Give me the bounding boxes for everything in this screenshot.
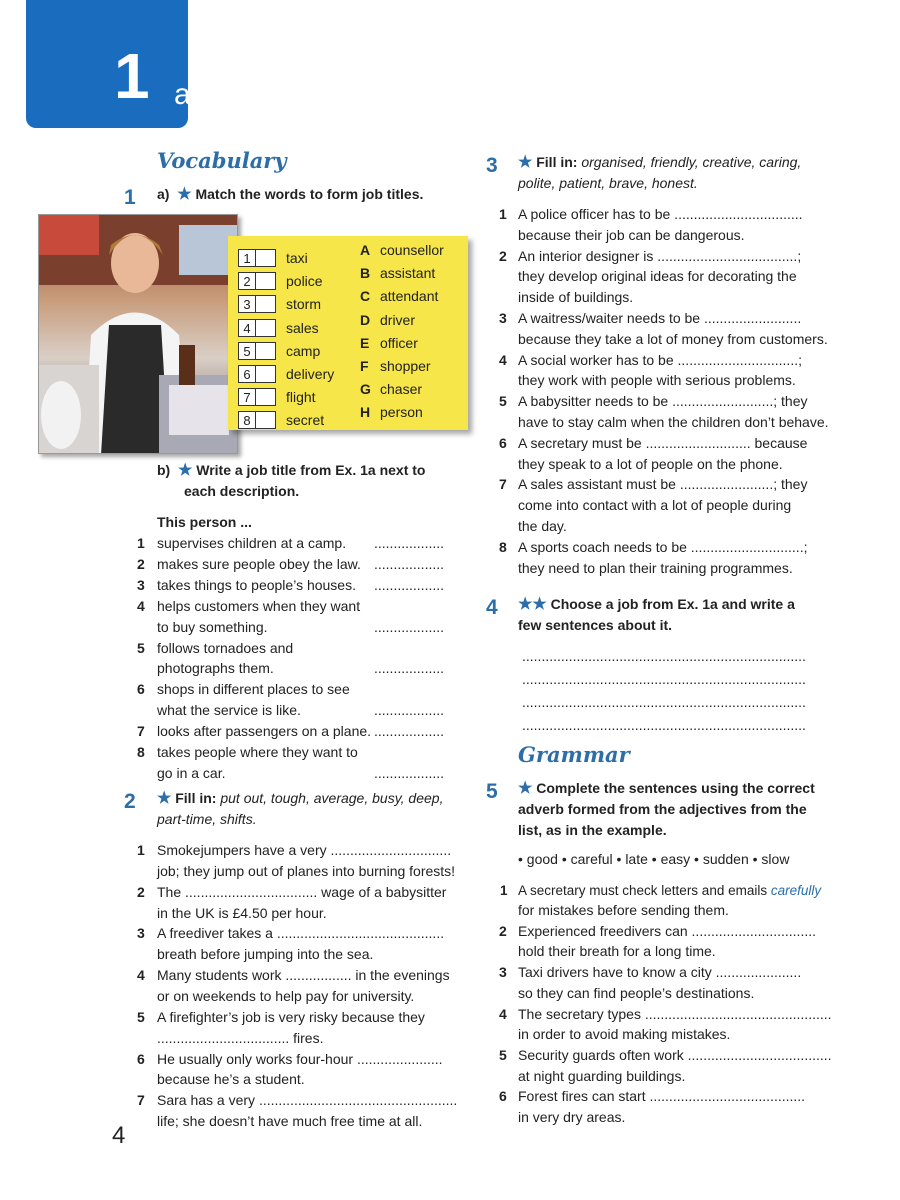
item-number: 6 <box>137 1050 145 1067</box>
exercise-5-number: 5 <box>486 780 498 803</box>
answer-blank[interactable]: .................. <box>374 576 445 593</box>
match-number: 7 <box>238 388 256 406</box>
match-left-word: sales <box>286 319 319 336</box>
item-number: 4 <box>137 597 145 614</box>
item-text: A freediver takes a ........................................... <box>157 925 445 942</box>
match-right-word: counsellor <box>380 242 444 258</box>
item-text: He usually only works four-hour ...................... <box>157 1050 443 1067</box>
item-text: photographs them. <box>157 660 274 677</box>
item-text: job; they jump out of planes into burning forests! <box>157 862 456 879</box>
item-text: the day. <box>518 518 567 534</box>
item-number: 1 <box>137 842 145 858</box>
item-text: .................................. fires. <box>157 1029 324 1046</box>
writing-line[interactable]: ......................................................................... <box>522 671 806 687</box>
match-letter: F <box>360 358 369 374</box>
item-text: A police officer has to be ................................. <box>518 206 803 222</box>
item-number: 4 <box>499 1005 507 1022</box>
item-text: Security guards often work ..................................... <box>518 1046 832 1063</box>
writing-line[interactable]: ......................................................................... <box>522 648 806 664</box>
item-text: because he’s a student. <box>157 1071 305 1088</box>
match-number: 8 <box>238 411 256 429</box>
writing-line[interactable]: ......................................................................... <box>522 717 806 733</box>
answer-blank[interactable]: .................. <box>374 702 445 719</box>
match-right-word: assistant <box>380 265 436 282</box>
item-number: 2 <box>137 555 145 572</box>
exercise-4-text-2: few sentences about it. <box>518 617 673 633</box>
match-letter: G <box>360 381 371 398</box>
match-right-word: officer <box>380 334 418 351</box>
match-right-word: person <box>380 404 423 421</box>
match-row <box>238 404 463 430</box>
match-number: 2 <box>238 272 256 290</box>
unit-tab <box>26 0 191 128</box>
adjective-list: • good • careful • late • easy • sudden • slow <box>518 851 790 867</box>
item-number: 4 <box>499 351 507 368</box>
item-text: looks after passengers on a plane. <box>157 723 372 740</box>
item-text: makes sure people obey the law. <box>157 555 361 572</box>
item-text: so they can find people’s destinations. <box>518 984 755 1001</box>
match-left-word: storm <box>286 296 321 313</box>
item-text: A sales assistant must be ........................; they <box>518 476 808 493</box>
exercise-1b-label: b) <box>157 462 171 478</box>
item-number: 4 <box>137 967 145 984</box>
star-icon: ★ <box>177 186 192 203</box>
exercise-4-text-1: Choose a job from Ex. 1a and write a <box>550 596 795 612</box>
match-left-word: camp <box>286 342 321 359</box>
page-number: 4 <box>112 1122 126 1149</box>
match-right-word: attendant <box>380 288 439 305</box>
item-text: what the service is like. <box>157 702 301 719</box>
match-number: 5 <box>238 342 256 360</box>
item-text: The secretary types ................................................ <box>518 1005 832 1022</box>
item-text: they develop original ideas for decorating the <box>518 268 797 285</box>
exercise-3-words-1: organised, friendly, creative, caring, <box>581 154 802 170</box>
item-text: in very dry areas. <box>518 1109 626 1125</box>
exercise-1a-label: a) <box>157 186 170 202</box>
item-text: come into contact with a lot of people during <box>518 497 792 514</box>
match-left-word: taxi <box>286 250 308 266</box>
exercise-1a-instruction <box>157 184 423 205</box>
match-left-word: police <box>286 273 323 290</box>
match-left-word: delivery <box>286 366 335 382</box>
item-number: 5 <box>137 1008 145 1025</box>
item-text: A babysitter needs to be ..........................; they <box>518 393 808 410</box>
match-words-box <box>228 236 468 430</box>
item-text: Experienced freedivers can ................................ <box>518 922 817 939</box>
answer-box[interactable] <box>256 249 276 267</box>
item-number: 6 <box>137 681 145 698</box>
item-number: 6 <box>499 434 507 451</box>
exercise-4-number: 4 <box>486 596 498 619</box>
answer-box[interactable] <box>256 411 276 429</box>
exercise-5-instruction <box>518 778 815 799</box>
answer-box[interactable] <box>256 388 276 406</box>
match-number: 1 <box>238 249 256 267</box>
item-text: follows tornadoes and <box>157 639 294 656</box>
exercise-5-example <box>500 880 822 901</box>
answer-blank[interactable]: .................. <box>374 723 445 740</box>
item-text: helps customers when they want <box>157 597 361 614</box>
item-text: Many students work ................. in the evenings <box>157 967 450 984</box>
item-number: 5 <box>137 639 145 656</box>
exercise-2-words-2-text: part-time, shifts. <box>157 811 257 827</box>
item-number: 3 <box>499 310 507 326</box>
item-text: because their job can be dangerous. <box>518 226 745 243</box>
match-row <box>238 358 463 384</box>
item-text: takes things to people’s houses. <box>157 576 356 593</box>
answer-blank[interactable]: .................. <box>374 660 445 677</box>
exercise-1a-text: Match the words to form job titles. <box>195 186 424 202</box>
match-number: 3 <box>238 295 256 313</box>
cashier-photo <box>38 214 238 454</box>
match-number: 6 <box>238 365 256 383</box>
example-text: A secretary must check letters and emails <box>518 883 771 898</box>
fill-in-label: Fill in: <box>175 790 217 806</box>
item-text: have to stay calm when the children don’t behave. <box>518 414 829 430</box>
item-number: 7 <box>137 723 145 740</box>
item-text: Smokejumpers have a very ............................... <box>157 842 452 858</box>
item-text: Taxi drivers have to know a city ...................... <box>518 964 802 981</box>
vocabulary-heading: Vocabulary <box>157 148 287 173</box>
exercise-1b-text-1: Write a job title from Ex. 1a next to <box>196 462 426 478</box>
answer-box[interactable] <box>256 365 276 383</box>
star-icon: ★ <box>518 780 533 797</box>
answer-blank[interactable]: .................. <box>374 618 445 635</box>
match-number: 4 <box>238 319 256 337</box>
exercise-5-text-3: list, as in the example. <box>518 822 667 838</box>
item-number: 8 <box>499 538 507 555</box>
match-right-word: chaser <box>380 381 423 398</box>
match-letter: A <box>360 242 371 258</box>
item-text: in the UK is £4.50 per hour. <box>157 904 327 921</box>
match-row <box>238 288 463 314</box>
exercise-3-words-2 <box>518 173 698 194</box>
fill-in-label: Fill in: <box>536 154 578 170</box>
exercise-4-instruction <box>518 594 795 615</box>
exercise-2-instruction <box>157 788 443 809</box>
match-letter: C <box>360 288 371 305</box>
item-text: or on weekends to help pay for university. <box>157 987 415 1004</box>
item-number: 2 <box>499 922 507 939</box>
item-text: at night guarding buildings. <box>518 1067 686 1084</box>
exercise-5-text-1: Complete the sentences using the correct <box>536 780 815 796</box>
item-text: A sports coach needs to be .............................; <box>518 538 808 555</box>
item-text: to buy something. <box>157 618 268 635</box>
item-text: they work with people with serious problems. <box>518 372 796 389</box>
item-number: 8 <box>137 744 145 760</box>
item-number: 3 <box>137 576 145 593</box>
unit-number: 1 <box>114 40 148 112</box>
item-number: 7 <box>137 1092 145 1109</box>
item-text: Forest fires can start ........................................ <box>518 1088 806 1105</box>
answer-blank[interactable]: .................. <box>374 555 445 572</box>
exercise-3-number: 3 <box>486 154 498 177</box>
match-letter: H <box>360 404 371 421</box>
item-number: 2 <box>499 247 507 264</box>
item-text: they need to plan their training programmes. <box>518 559 793 576</box>
item-text: A firefighter’s job is very risky because they <box>157 1008 425 1025</box>
exercise-5-text-2: adverb formed from the adjectives from the <box>518 801 807 817</box>
star-icon: ★ <box>178 462 193 479</box>
item-text: The .................................. wage of a babysitter <box>157 883 447 900</box>
item-text: A secretary must be ........................... because <box>518 434 808 451</box>
item-text: shops in different places to see <box>157 681 350 698</box>
star-icon: ★★ <box>518 596 547 613</box>
answer-blank[interactable]: .................. <box>374 764 445 781</box>
item-number: 5 <box>499 1046 507 1063</box>
example-answer: carefully <box>770 883 822 898</box>
exercise-2-words-2 <box>157 809 257 830</box>
item-number: 1 <box>499 206 507 222</box>
answer-box[interactable] <box>256 342 276 360</box>
item-text: supervises children at a camp. <box>157 535 347 551</box>
exercise-3-instruction <box>518 152 801 173</box>
item-text: takes people where they want to <box>157 744 358 760</box>
exercise-1b-instruction <box>157 460 425 481</box>
item-text: they speak to a lot of people on the phone. <box>518 455 783 472</box>
item-text: in order to avoid making mistakes. <box>518 1026 731 1043</box>
item-text: Sara has a very ................................................... <box>157 1092 458 1109</box>
exercise-5-example-number: 1 <box>500 883 508 898</box>
answer-box[interactable] <box>256 295 276 313</box>
item-number: 2 <box>137 883 145 900</box>
item-text: for mistakes before sending them. <box>518 902 729 918</box>
match-letter: B <box>360 265 371 282</box>
item-text: inside of buildings. <box>518 289 634 306</box>
writing-line[interactable]: ......................................................................... <box>522 694 806 710</box>
answer-box[interactable] <box>256 319 276 337</box>
item-number: 3 <box>137 925 145 942</box>
exercise-1b-text-2: each description. <box>184 483 300 499</box>
match-row <box>238 381 463 407</box>
exercise-1-number: 1 <box>124 186 136 209</box>
star-icon: ★ <box>157 790 172 807</box>
item-text: hold their breath for a long time. <box>518 943 716 960</box>
item-number: 3 <box>499 964 507 981</box>
exercise-3-words-2-text: polite, patient, brave, honest. <box>518 175 698 191</box>
item-number: 5 <box>499 393 507 410</box>
match-letter: E <box>360 334 370 351</box>
star-icon: ★ <box>518 154 533 171</box>
item-text: go in a car. <box>157 764 226 781</box>
item-number: 1 <box>137 535 145 551</box>
match-row <box>238 311 463 338</box>
exercise-2-words-1: put out, tough, average, busy, deep, <box>220 790 444 806</box>
answer-box[interactable] <box>256 272 276 290</box>
item-text: A social worker has to be ...............................; <box>518 351 802 368</box>
item-text: A waitress/waiter needs to be ......................... <box>518 310 802 326</box>
item-number: 6 <box>499 1088 507 1105</box>
grammar-heading: Grammar <box>518 742 630 767</box>
match-right-word: driver <box>380 311 416 328</box>
unit-letter: a <box>174 78 191 111</box>
match-left-word: flight <box>286 389 316 406</box>
answer-blank[interactable]: .................. <box>374 535 445 551</box>
item-text: breath before jumping into the sea. <box>157 946 374 963</box>
exercise-2-number: 2 <box>124 790 136 813</box>
this-person-label: This person ... <box>157 514 252 530</box>
item-number: 7 <box>499 476 507 493</box>
item-text: An interior designer is ....................................; <box>518 247 802 264</box>
item-text: because they take a lot of money from customers. <box>518 330 828 347</box>
item-text: life; she doesn’t have much free time at all. <box>157 1113 423 1130</box>
match-letter: D <box>360 311 371 328</box>
match-left-word: secret <box>286 412 325 429</box>
match-right-word: shopper <box>380 358 431 374</box>
